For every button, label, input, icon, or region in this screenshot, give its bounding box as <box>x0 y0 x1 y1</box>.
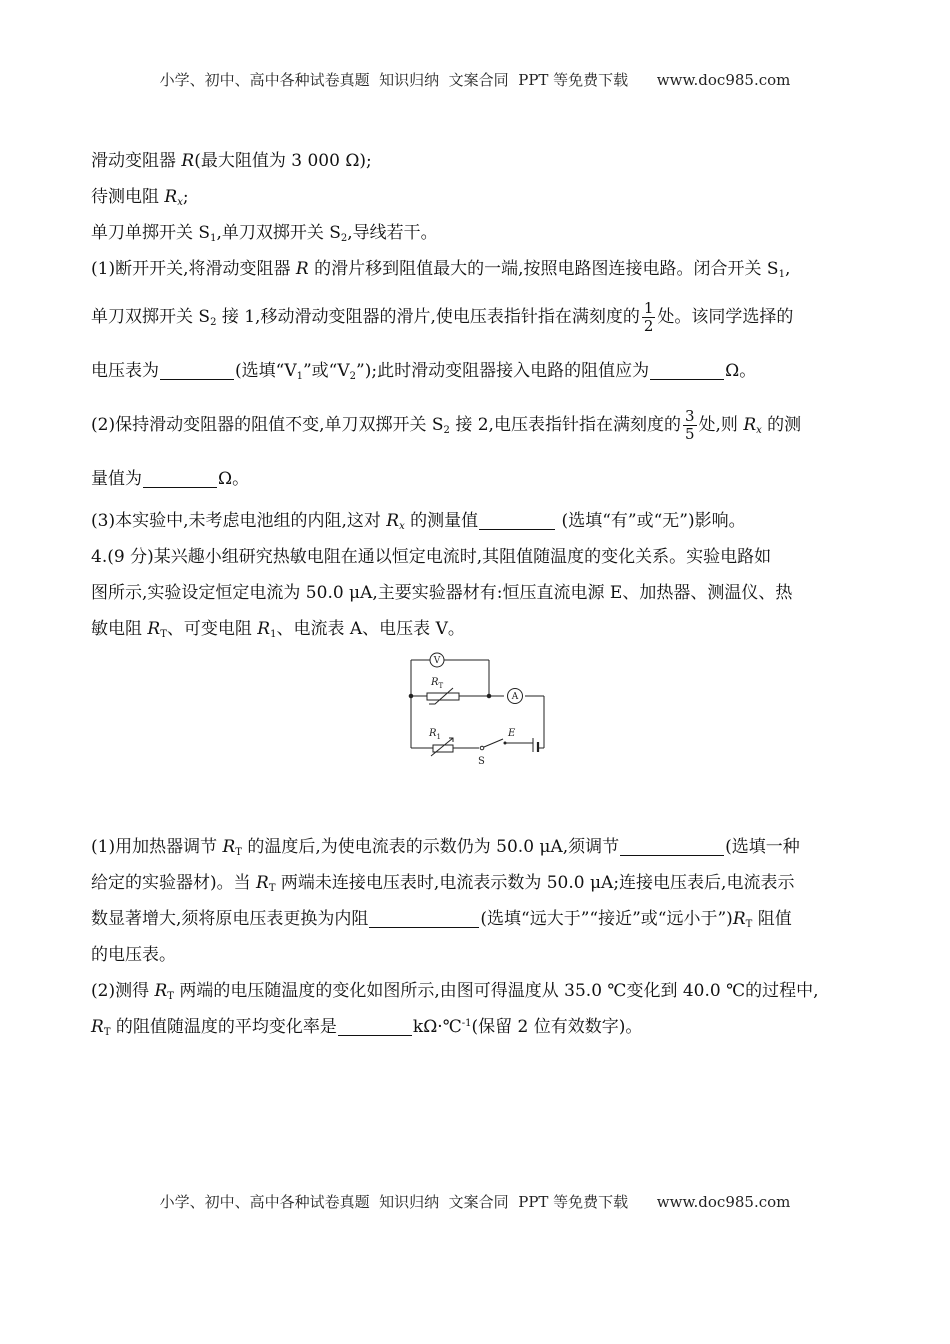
text-line: (2)测得 $R_T$ 两端的电压随温度的变化如图所示,由图可得温度从 35.0 ℃变化到 40.0 ℃的过程中, <box>91 981 819 1002</box>
voltmeter-icon <box>430 653 444 667</box>
junction-dot <box>409 694 413 698</box>
thermistor-icon <box>427 688 459 704</box>
resistor-r1-label: $R_1$ <box>429 728 441 741</box>
text-line: $R_T$ 的阻值随温度的平均变化率是 kΩ·℃$^{-1}$(保留 2 位有效数字)。 <box>91 1017 643 1038</box>
text-line: (1)用加热器调节 $R_T$ 的温度后,为使电流表的示数仍为 50.0 μA,须调节 (选填一种 <box>91 837 800 858</box>
fraction-one-half: $\frac{1}{2}$ <box>643 299 654 335</box>
fraction-three-fifths: $\frac{3}{5}$ <box>684 407 695 443</box>
ammeter-icon <box>508 689 523 704</box>
answer-blank[interactable] <box>338 1015 412 1036</box>
switch-label: S <box>478 756 485 767</box>
answer-blank[interactable] <box>143 467 217 488</box>
variable-resistor-icon <box>431 738 453 756</box>
text-line: 的电压表。 <box>91 945 176 965</box>
text-line: (2)保持滑动变阻器的阻值不变,单刀双掷开关 $S_2$ 接 2,电压表指针指在满刻度的 $\frac{3}{5}$ 处,则 $R_x$ 的测 <box>91 407 802 443</box>
text-line: 量值为 Ω。 <box>91 469 250 489</box>
text-line: 滑动变阻器 R(最大阻值为 3 000 Ω); <box>91 151 372 171</box>
text-line: 单刀双掷开关 $S_2$ 接 1,移动滑动变阻器的滑片,使电压表指针指在满刻度的 $\frac{1}{2}$ 处。该同学选择的 <box>91 299 794 335</box>
page-footer: 小学、初中、高中各种试卷真题 知识归纳 文案合同 PPT 等免费下载 www.doc985.com <box>159 1193 791 1211</box>
svg-text:A: A <box>511 692 519 702</box>
answer-blank[interactable] <box>479 509 555 530</box>
answer-blank[interactable] <box>369 907 479 928</box>
thermistor-label: $R_T$ <box>431 677 444 690</box>
text-line: 敏电阻 $R_T$、可变电阻 $R_1$、电流表 A、电压表 V。 <box>91 619 465 640</box>
page-header: 小学、初中、高中各种试卷真题 知识归纳 文案合同 PPT 等免费下载 www.doc985.com <box>159 71 791 89</box>
text-line: 单刀单掷开关 $S_1$,单刀双掷开关 $S_2$,导线若干。 <box>91 223 438 244</box>
circuit-diagram <box>405 652 550 768</box>
battery-icon <box>533 738 539 752</box>
text-line: 4.(9 分)某兴趣小组研究热敏电阻在通以恒定电流时,其阻值随温度的变化关系。实验电路如 <box>91 547 772 567</box>
text-line: 待测电阻 $R_x$; <box>91 187 189 208</box>
text-line: 图所示,实验设定恒定电流为 50.0 μA,主要实验器材有:恒压直流电源 E、加热器、测温仪、热 <box>91 583 793 603</box>
text-line: (3)本实验中,未考虑电池组的内阻,这对 $R_x$ 的测量值 (选填“有”或“无”)影响。 <box>91 511 746 532</box>
answer-blank[interactable] <box>650 359 724 380</box>
answer-blank[interactable] <box>160 359 234 380</box>
document-body <box>91 143 866 1045</box>
answer-blank[interactable] <box>620 835 724 856</box>
junction-dot <box>487 694 491 698</box>
text-line: (1)断开开关,将滑动变阻器 R 的滑片移到阻值最大的一端,按照电路图连接电路。闭合开关 $S_1$, <box>91 259 791 280</box>
switch-icon <box>480 739 506 750</box>
text-line: 给定的实验器材)。当 $R_T$ 两端未连接电压表时,电流表示数为 50.0 μA;连接电压表后,电流表示 <box>91 873 795 894</box>
svg-text:V: V <box>433 656 441 666</box>
battery-label: E <box>508 728 516 739</box>
text-line: 数显著增大,须将原电压表更换为内阻 (选填“远大于”“接近”或“远小于$”)R_T$ 阻值 <box>91 909 792 930</box>
text-line: 电压表为 (选填“$V_1$”或“$V_2$”);此时滑动变阻器接入电路的阻值应为 Ω。 <box>91 361 757 382</box>
